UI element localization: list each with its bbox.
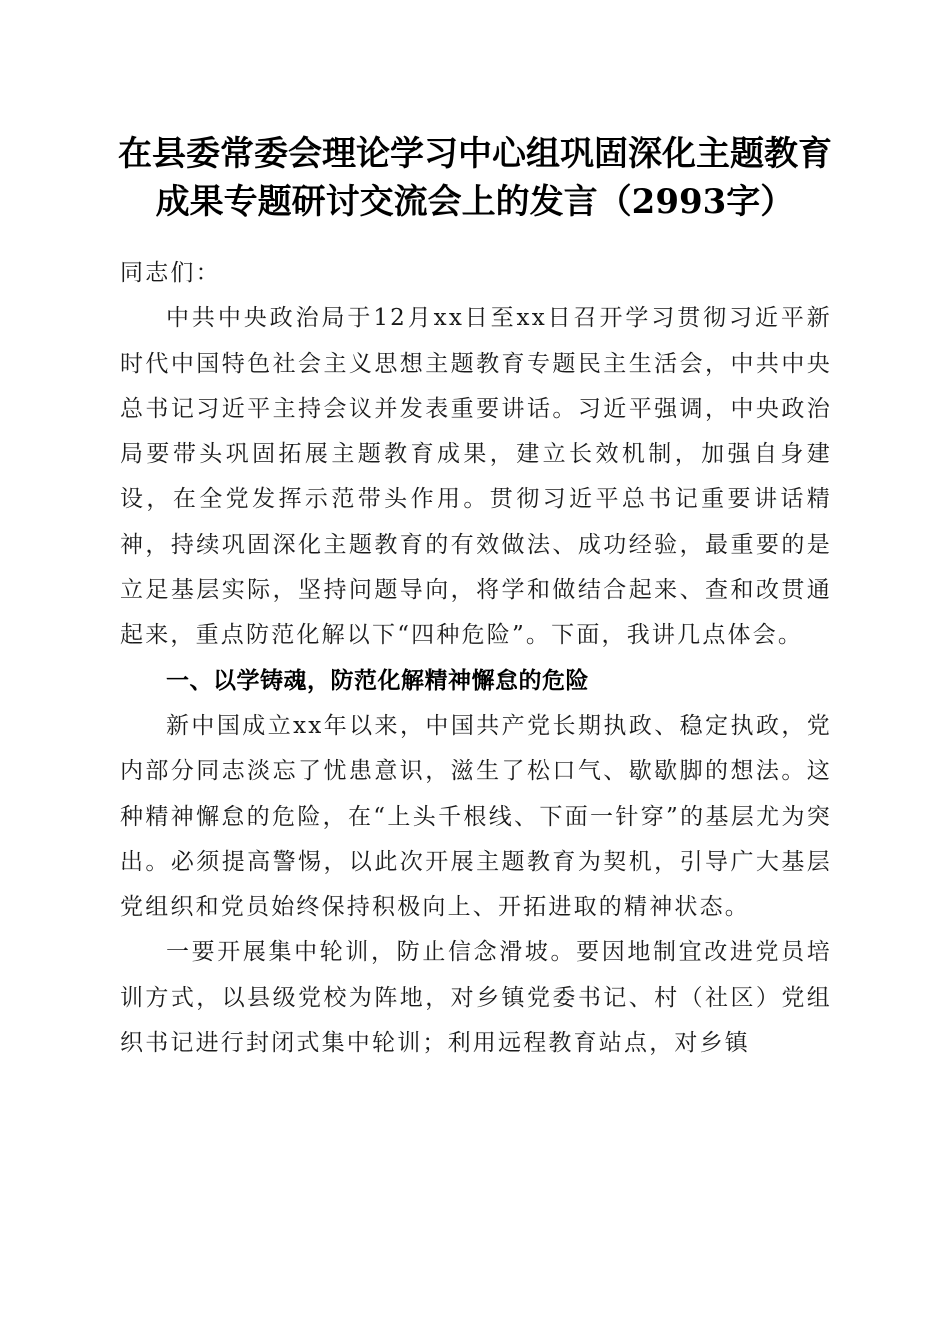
- document-body: [120, 251, 832, 1066]
- salutation: 同志们：: [120, 260, 221, 286]
- body-paragraph: 中共中央政治局于12月xx日至xx日召开学习贯彻习近平新时代中国特色社会主义思想主题教育专题民主生活会，中共中央总书记习近平主持会议并发表重要讲话。习近平强调，中央政治局要带头巩固拓展主题教育成果，建立长效机制，加强自身建设，在全党发挥示范带头作用。贯彻习近平总书记重要讲话精神，持续巩固深化主题教育的有效做法、成功经验，最重要的是立足基层实际，坚持问题导向，将学和做结合起来、查和改贯通起来，重点防范化解以下“四种危险”。下面，我讲几点体会。: [120, 305, 832, 649]
- document-title: 在县委常委会理论学习中心组巩固深化主题教育成果专题研讨交流会上的发言（2993字）: [118, 134, 832, 222]
- body-paragraph: 新中国成立xx年以来，中国共产党长期执政、稳定执政，党内部分同志淡忘了忧患意识，滋生了松口气、歇歇脚的想法。这种精神懈怠的危险，在“上头千根线、下面一针穿”的基层尤为突出。必须提高警惕，以此次开展主题教育为契机，引导广大基层党组织和党员始终保持积极向上、开拓进取的精神状态。: [120, 712, 832, 921]
- section-heading: 一、以学铸魂，防范化解精神懈怠的危险: [166, 667, 589, 694]
- body-paragraph: 一要开展集中轮训，防止信念滑坡。要因地制宜改进党员培训方式，以县级党校为阵地，对乡镇党委书记、村（社区）党组织书记进行封闭式集中轮训；利用远程教育站点，对乡镇: [120, 939, 832, 1057]
